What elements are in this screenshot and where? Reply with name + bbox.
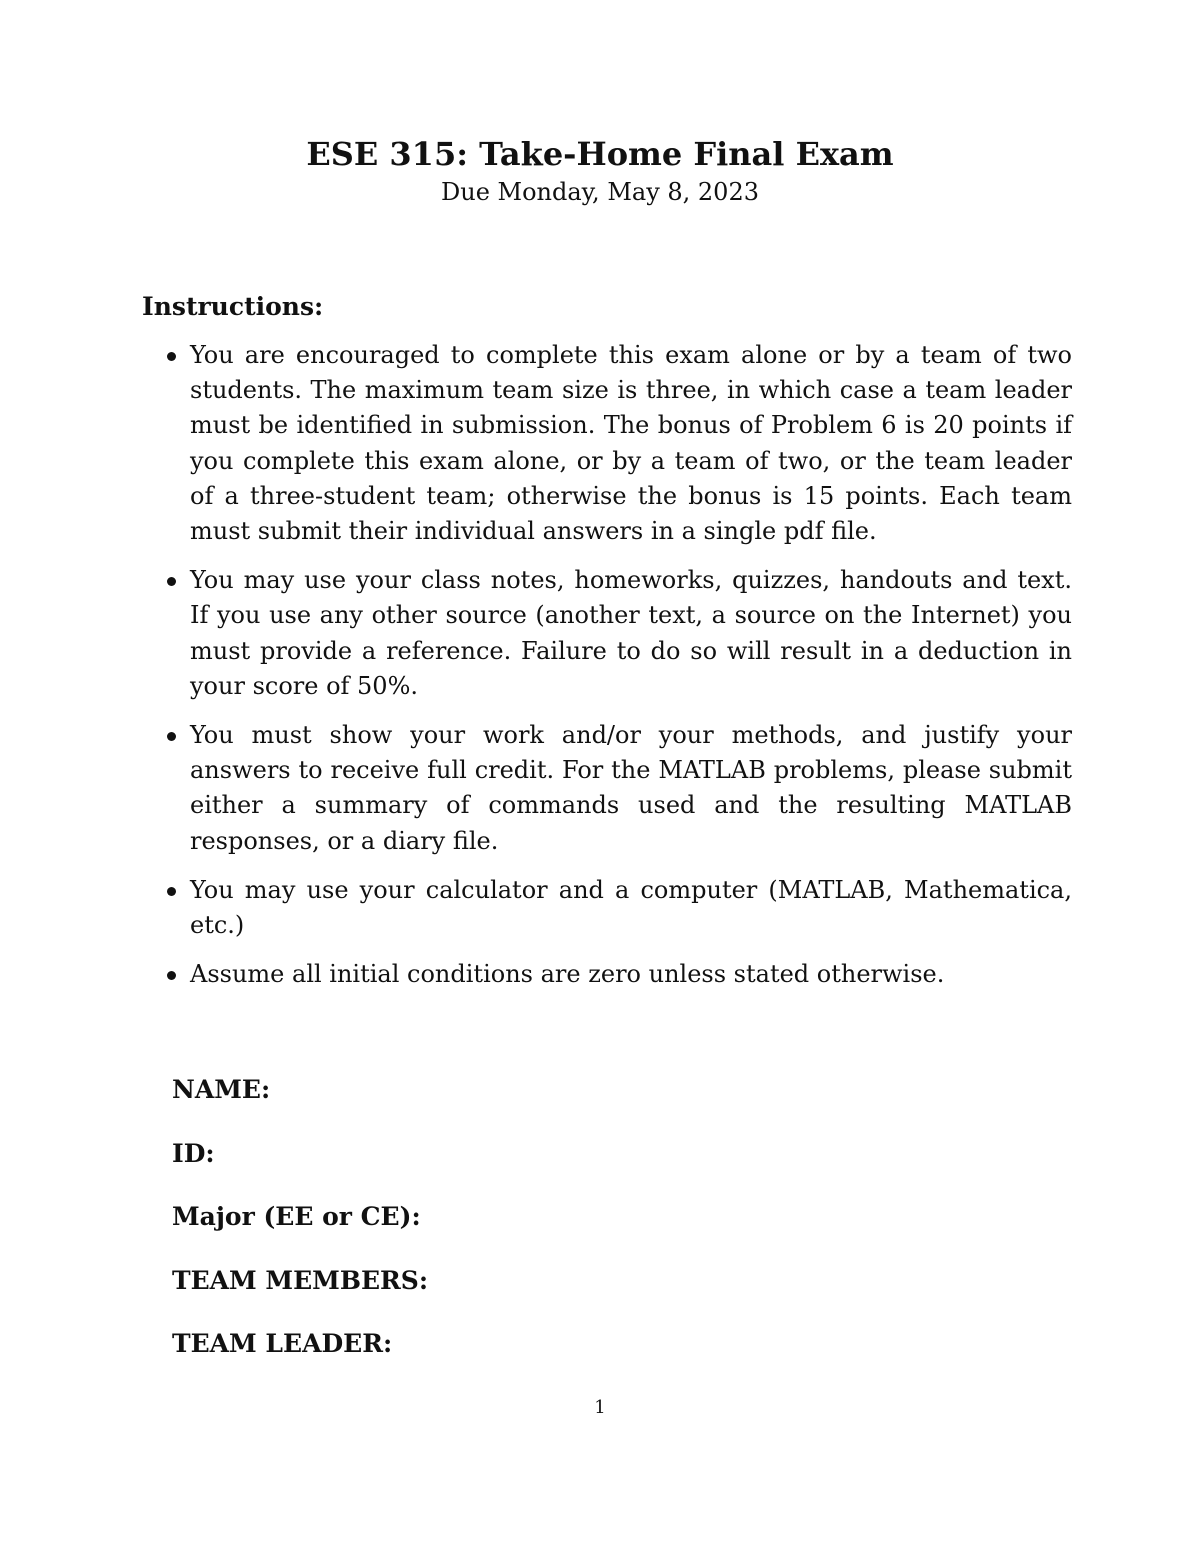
major-field-label: Major (EE or CE): bbox=[172, 1202, 421, 1231]
instruction-item bbox=[160, 718, 1072, 859]
team-leader-field-label: TEAM LEADER: bbox=[172, 1329, 393, 1358]
instruction-text: You must show your work and/or your methods, and justify your answers to receive full credit. For the MATLAB problems, please submit either a summary of commands used and the resulting MATLAB responses, or a diary file. bbox=[190, 721, 1072, 855]
instruction-item bbox=[160, 873, 1072, 943]
bullet-icon bbox=[167, 577, 176, 586]
instructions-heading: Instructions: bbox=[142, 292, 324, 321]
instruction-text: Assume all initial conditions are zero unless stated otherwise. bbox=[190, 960, 945, 989]
id-field-label: ID: bbox=[172, 1139, 215, 1168]
instruction-text: You may use your class notes, homeworks, quizzes, handouts and text. If you use any other source (another text, a source on the Internet) you must provide a reference. Failure to do so will result in a deduction in your score of 50%. bbox=[190, 566, 1072, 700]
exam-title: ESE 315: Take-Home Final Exam bbox=[306, 135, 894, 173]
team-members-field-label: TEAM MEMBERS: bbox=[172, 1266, 429, 1295]
instruction-text: You are encouraged to complete this exam alone or by a team of two students. The maximum team size is three, in which case a team leader must be identified in submission. The bonus of Problem 6 is 20 points if you complete this exam alone, or by a team of two, or the team leader of a three-student team; otherwise the bonus is 15 points. Each team must submit their individual answers in a single pdf file. bbox=[190, 341, 1072, 546]
bullet-icon bbox=[167, 352, 176, 361]
instruction-text: You may use your calculator and a computer (MATLAB, Mathematica, etc.) bbox=[190, 875, 1072, 940]
bullet-icon bbox=[167, 732, 176, 741]
name-field-label: NAME: bbox=[172, 1075, 271, 1104]
due-date: Due Monday, May 8, 2023 bbox=[441, 178, 759, 206]
page-number: 1 bbox=[594, 1397, 606, 1418]
bullet-icon bbox=[167, 971, 176, 980]
instruction-item bbox=[160, 957, 1072, 992]
instruction-item bbox=[160, 338, 1072, 549]
instructions-list bbox=[160, 338, 1072, 1006]
bullet-icon bbox=[167, 887, 176, 896]
instruction-item bbox=[160, 563, 1072, 704]
